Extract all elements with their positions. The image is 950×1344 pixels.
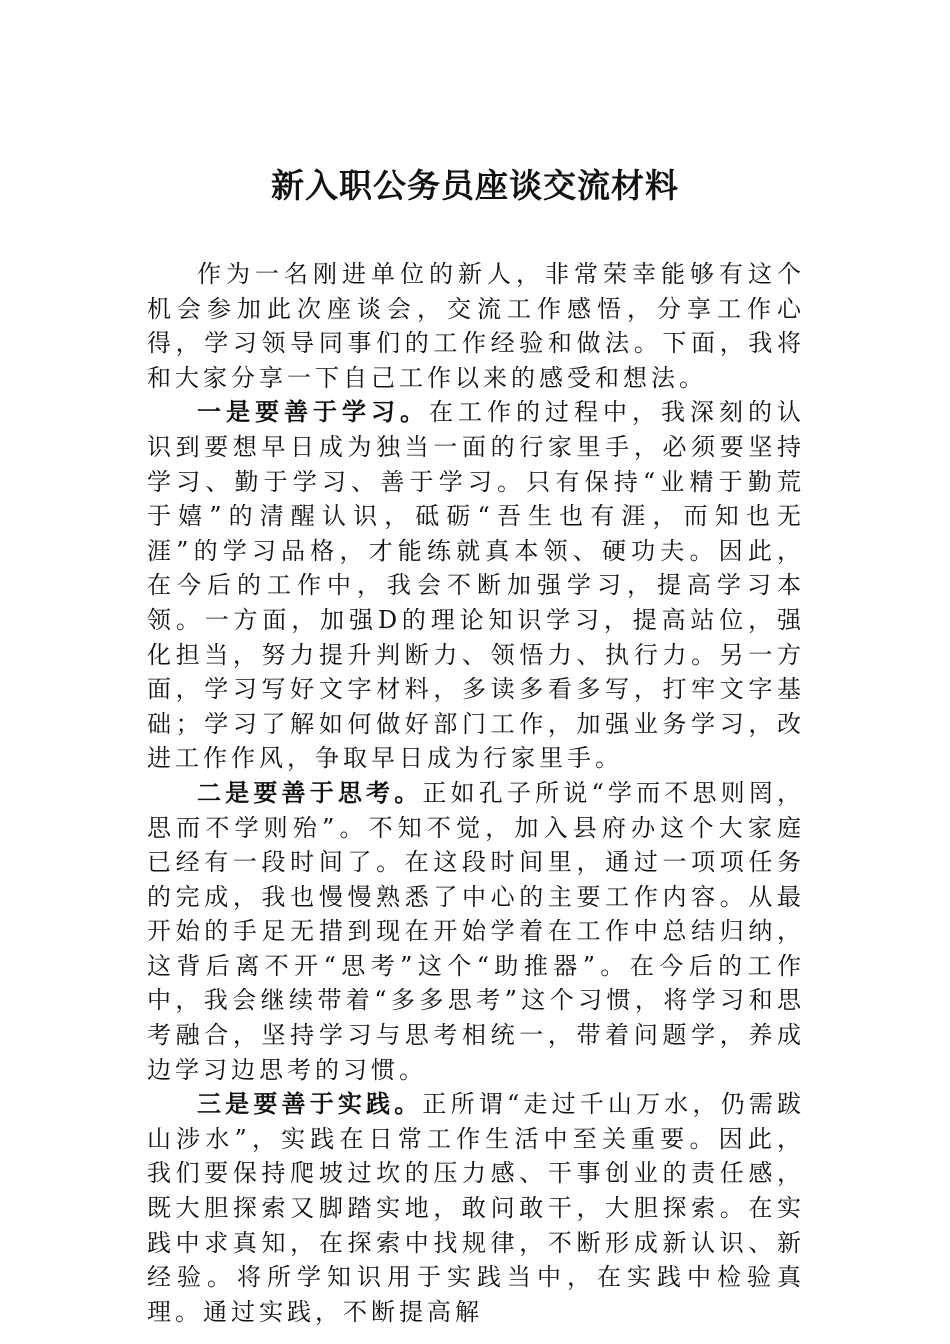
document-body: [147, 257, 805, 1329]
section-text-3: 正所谓“走过千山万水，仍需跋山涉水”，实践在日常工作生活中至关重要。因此，我们要保持爬坡过坎的压力感、干事创业的责任感，既大胆探索又脚踏实地，敢问敢干，大胆探索。在实践中求真知，在探索中找规律，不断形成新认识、新经验。将所学知识用于实践当中，在实践中检验真理。通过实践，不断提高解: [147, 1090, 805, 1326]
document-title: 新入职公务员座谈交流材料: [271, 166, 679, 205]
section-lead-1: 一是要善于学习。: [197, 397, 429, 427]
section-paragraph-3: [147, 1087, 805, 1329]
section-lead-3: 三是要善于实践。: [197, 1089, 423, 1119]
section-lead-2: 二是要善于思考。: [197, 777, 423, 807]
section-paragraph-2: [147, 776, 805, 1087]
intro-paragraph: 作为一名刚进单位的新人，非常荣幸能够有这个机会参加此次座谈会，交流工作感悟，分享工作心得，学习领导同事们的工作经验和做法。下面，我将和大家分享一下自己工作以来的感受和想法。: [147, 260, 805, 392]
section-paragraph-1: [147, 395, 805, 776]
section-text-1: 在工作的过程中，我深刻的认识到要想早日成为独当一面的行家里手，必须要坚持学习、勤于学习、善于学习。只有保持“业精于勤荒于嬉”的清醒认识，砥砺“吾生也有涯，而知也无涯”的学习品格，才能练就真本领、硬功夫。因此，在今后的工作中，我会不断加强学习，提高学习本领。一方面，加强D的理论知识学习，提高站位，强化担当，努力提升判断力、领悟力、执行力。另一方面，学习写好文字材料，多读多看多写，打牢文字基础；学习了解如何做好部门工作，加强业务学习，改进工作作风，争取早日成为行家里手。: [147, 398, 805, 773]
section-text-2: 正如孔子所说“学而不思则罔，思而不学则殆”。不知不觉，加入县府办这个大家庭已经有一段时间了。在这段时间里，通过一项项任务的完成，我也慢慢熟悉了中心的主要工作内容。从最开始的手足无措到现在开始学着在工作中总结归纳，这背后离不开“思考”这个“助推器”。在今后的工作中，我会继续带着“多多思考”这个习惯，将学习和思考融合，坚持学习与思考相统一，带着问题学，养成边学习边思考的习惯。: [147, 778, 805, 1084]
